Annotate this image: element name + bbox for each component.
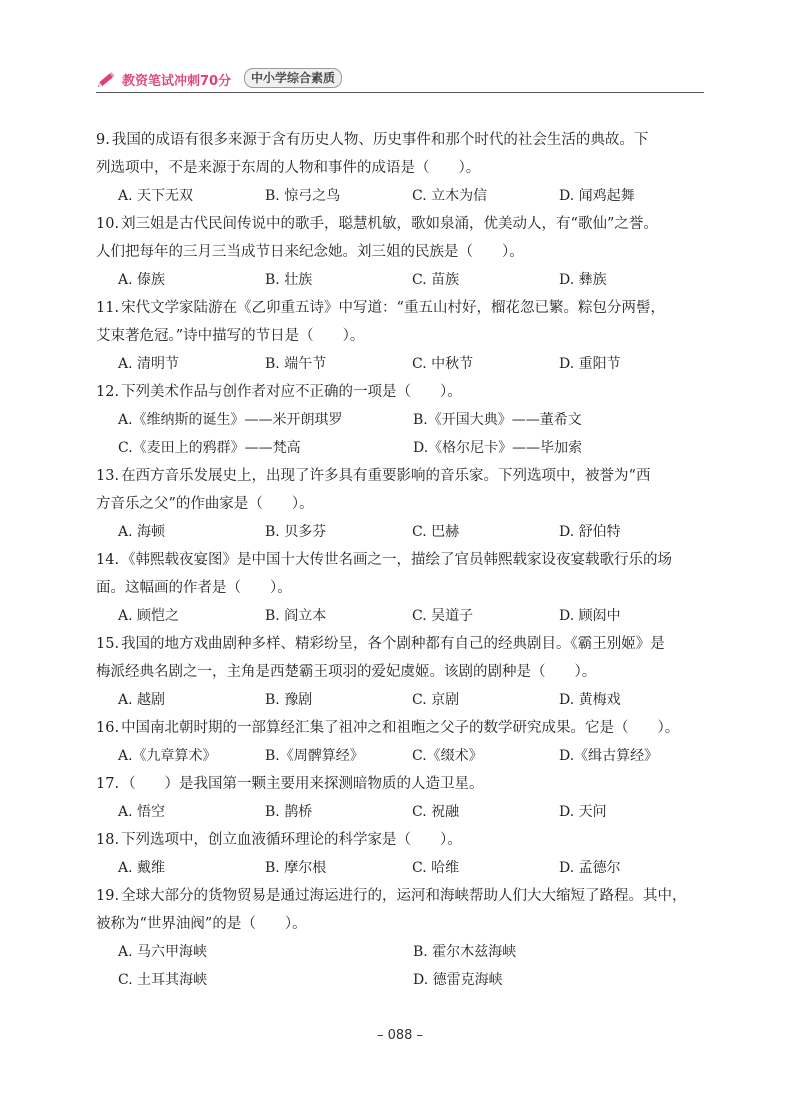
option-list [96,854,712,882]
question-number: 15. [96,636,120,652]
stem-line: 梅派经典名剧之一，主角是西楚霸王项羽的爱妃虞姬。该剧的剧种是（ ）。 [96,664,597,680]
option-list [96,686,712,714]
question-17 [96,770,712,826]
question-number: 13. [96,468,120,484]
question-stem [96,714,712,742]
option-a: A. 戴维 [118,860,166,876]
option-a: A.《维纳斯的诞生》——米开朗琪罗 [118,412,343,428]
option-c: C. 立木为信 [412,188,488,204]
question-19 [96,882,712,994]
option-a: A. 顾恺之 [118,608,180,624]
page-number: – 088 – [376,1028,424,1043]
option-b: B. 摩尔根 [265,860,327,876]
option-b: B. 端午节 [265,356,327,372]
question-stem [96,294,712,350]
stem-line: 方音乐之父”的作曲家是（ ）。 [96,496,314,512]
option-d: D. 重阳节 [559,356,621,372]
stem-line: 我国的地方戏曲剧种多样、精彩纷呈，各个剧种都有自己的经典剧目。《霸王别姬》是 [121,636,665,652]
stem-line: 列选项中，不是来源于东周的人物和事件的成语是（ ）。 [96,160,481,176]
option-c: C. 祝融 [412,804,460,820]
question-stem [96,826,712,854]
option-a: A. 清明节 [118,356,180,372]
header-tag: 中小学综合素质 [244,68,342,88]
question-number: 11. [96,300,120,316]
stem-line: 中国南北朝时期的一部算经汇集了祖冲之和祖暅之父子的数学研究成果。它是（ ）。 [121,720,680,736]
stem-line: 下列美术作品与创作者对应不正确的一项是（ ）。 [121,384,462,400]
question-14 [96,546,712,630]
option-c: C. 土耳其海峡 [118,972,208,988]
stem-line: 在西方音乐发展史上，出现了许多具有重要影响的音乐家。下列选项中，被誉为“西 [121,468,651,484]
option-list [96,798,712,826]
option-c: C. 中秋节 [412,356,474,372]
option-a: A. 悟空 [118,804,166,820]
option-list [96,938,712,994]
option-d: D. 天问 [559,804,607,820]
question-15 [96,630,712,714]
option-c: C. 吴道子 [412,608,474,624]
option-b: B.《开国大典》——董希文 [413,412,582,428]
question-number: 17. [96,776,120,792]
header-title: 教资笔试冲刺70分 [122,74,232,89]
question-number: 18. [96,832,120,848]
option-list [96,602,712,630]
option-d: D. 彝族 [559,272,607,288]
stem-line: 宋代文学家陆游在《乙卯重五诗》中写道：“重五山村好，榴花忽已繁。粽包分两髻， [121,300,665,316]
question-number: 10. [96,216,120,232]
option-a: A. 海顿 [118,524,166,540]
option-d: D. 闻鸡起舞 [559,188,635,204]
header-rule [96,92,704,93]
question-12 [96,378,712,462]
option-b: B. 贝多芬 [265,524,327,540]
option-b: B. 阎立本 [265,608,327,624]
stem-line: 全球大部分的货物贸易是通过海运进行的，运河和海峡帮助人们大大缩短了路程。其中， [121,888,687,904]
question-11 [96,294,712,378]
stem-line: 被称为“世界油阀”的是（ ）。 [96,916,307,932]
option-c: C.《麦田上的鸦群》——梵高 [118,440,301,456]
option-list [96,266,712,294]
question-number: 14. [96,552,120,568]
option-a: A. 天下无双 [118,188,194,204]
option-a: A. 马六甲海峡 [118,944,208,960]
option-b: B.《周髀算经》 [265,748,364,764]
option-list [96,406,712,462]
question-stem [96,770,712,798]
option-d: D. 孟德尔 [559,860,621,876]
question-stem [96,378,712,406]
question-stem [96,630,712,686]
option-list [96,182,712,210]
option-c: C. 京剧 [412,692,460,708]
stem-line: （ ）是我国第一颗主要用来探测暗物质的人造卫星。 [121,776,484,792]
page-header [96,66,704,92]
pencil-icon [96,68,118,90]
option-b: B. 豫剧 [265,692,313,708]
option-b: B. 鹊桥 [265,804,313,820]
option-c: C. 巴赫 [412,524,460,540]
option-d: D. 顾闳中 [559,608,621,624]
option-a: A. 傣族 [118,272,166,288]
option-d: D. 黄梅戏 [559,692,621,708]
question-number: 9. [96,132,110,148]
option-a: A. 越剧 [118,692,166,708]
question-number: 16. [96,720,120,736]
stem-line: 我国的成语有很多来源于含有历史人物、历史事件和那个时代的社会生活的典故。下 [111,132,649,148]
option-d: D. 德雷克海峡 [413,972,503,988]
option-c: C. 哈维 [412,860,460,876]
question-stem [96,126,712,182]
option-b: B. 霍尔木兹海峡 [413,944,517,960]
option-d: D.《缉古算经》 [559,748,659,764]
stem-line: 艾束著危冠。”诗中描写的节日是（ ）。 [96,328,365,344]
stem-line: 下列选项中，创立血液循环理论的科学家是（ ）。 [121,832,462,848]
option-a: A.《九章算术》 [118,748,217,764]
question-number: 12. [96,384,120,400]
question-list [96,126,712,994]
option-b: B. 壮族 [265,272,313,288]
question-10 [96,210,712,294]
question-9 [96,126,712,210]
question-number: 19. [96,888,120,904]
option-list [96,518,712,546]
option-c: C. 苗族 [412,272,460,288]
stem-line: 人们把每年的三月三当成节日来纪念她。刘三姐的民族是（ ）。 [96,244,524,260]
question-stem [96,882,712,938]
question-stem [96,546,712,602]
option-list [96,350,712,378]
option-b: B. 惊弓之鸟 [265,188,341,204]
question-13 [96,462,712,546]
question-16 [96,714,712,770]
option-d: D.《格尔尼卡》——毕加索 [413,440,583,456]
stem-line: 《韩熙载夜宴图》是中国十大传世名画之一，描绘了官员韩熙载家设夜宴载歌行乐的场 [121,552,673,568]
question-stem [96,210,712,266]
option-list [96,742,712,770]
stem-line: 刘三姐是古代民间传说中的歌手，聪慧机敏，歌如泉涌，优美动人，有“歌仙”之誉。 [121,216,658,232]
option-c: C.《缀术》 [412,748,483,764]
option-d: D. 舒伯特 [559,524,621,540]
question-stem [96,462,712,518]
stem-line: 面。这幅画的作者是（ ）。 [96,580,292,596]
question-18 [96,826,712,882]
